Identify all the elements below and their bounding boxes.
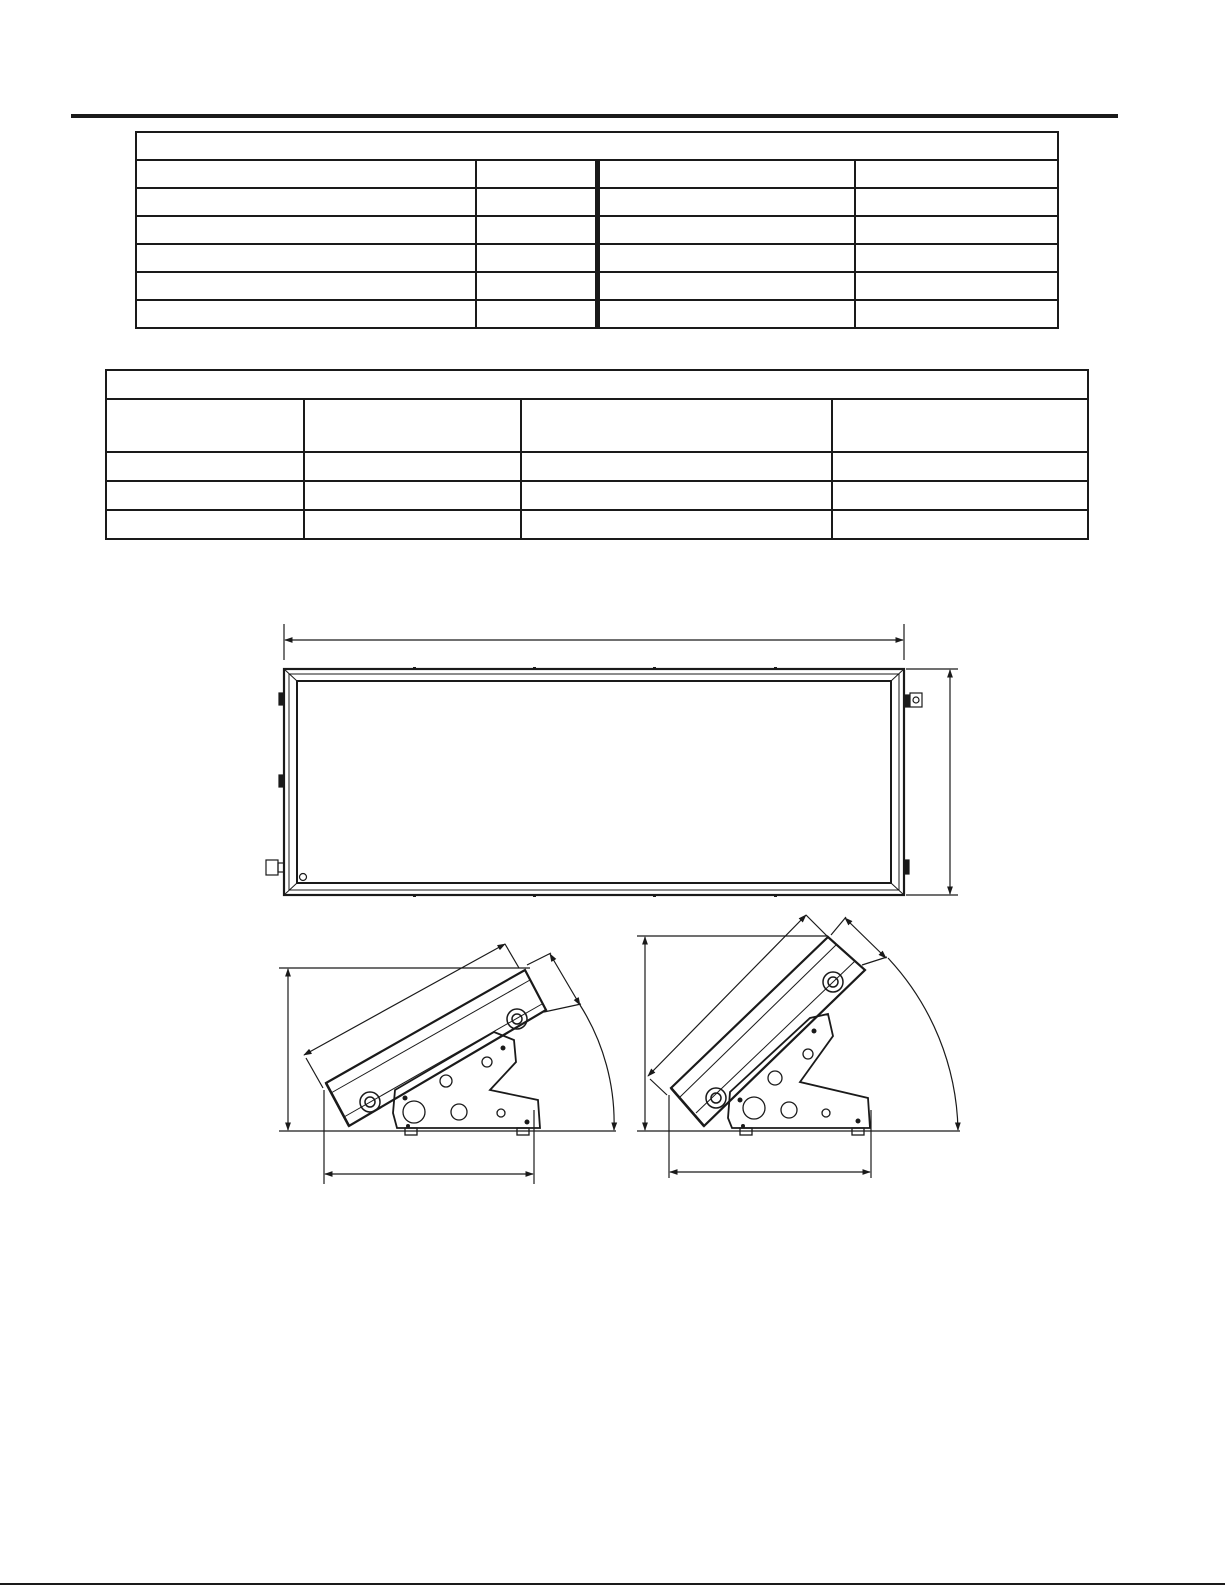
width-dimension bbox=[284, 624, 904, 660]
base-width-dimension bbox=[324, 1090, 534, 1184]
mounting-bracket bbox=[393, 1032, 540, 1135]
panel-depth-dimension bbox=[527, 953, 581, 1012]
side-brackets bbox=[266, 693, 922, 875]
panel-length-dimension bbox=[648, 915, 827, 1095]
base-width-dimension bbox=[669, 1095, 871, 1178]
tilted-panel bbox=[671, 937, 865, 1126]
side-view-low-angle bbox=[279, 944, 616, 1184]
tilted-panel bbox=[326, 970, 546, 1126]
front-view-drawing bbox=[266, 624, 958, 897]
tilt-angle-arc bbox=[888, 958, 958, 1130]
height-dimension bbox=[906, 669, 958, 895]
side-view-high-angle bbox=[637, 915, 960, 1178]
tilt-angle-arc bbox=[580, 1005, 614, 1130]
panel-studs bbox=[413, 667, 777, 897]
mounting-bracket bbox=[728, 1014, 870, 1135]
front-panel bbox=[284, 669, 904, 895]
panel-depth-dimension bbox=[831, 917, 887, 965]
